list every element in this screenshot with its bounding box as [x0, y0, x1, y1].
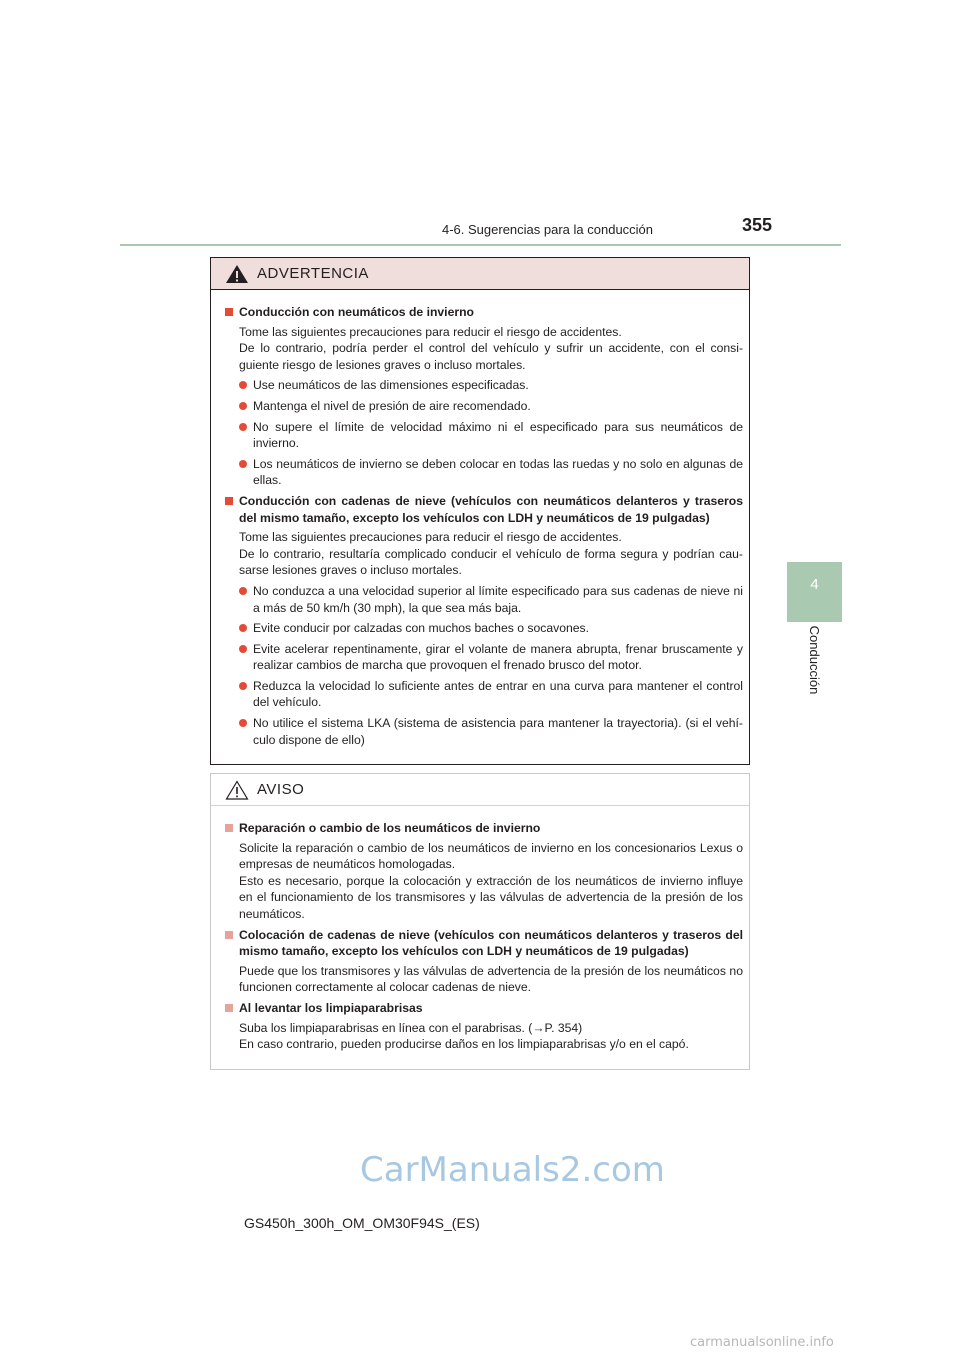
- bullet-item: Mantenga el nivel de presión de aire recomendado.: [223, 398, 743, 415]
- caution-triangle-icon: [225, 780, 249, 800]
- bullet-dot-icon: [239, 587, 247, 595]
- bullet-item: Los neumáticos de invierno se deben colocar en todas las ruedas y no solo en algunas de ellas.: [223, 456, 743, 489]
- bullet-item: Use neumáticos de las dimensiones especificadas.: [223, 377, 743, 394]
- warning-box: [210, 257, 750, 765]
- page-number: 355: [742, 215, 773, 235]
- bullet-dot-icon: [239, 423, 247, 431]
- bullet-item: No conduzca a una velocidad superior al límite especificado para sus cadenas de nieve ni a más de 50 km/h (30 mph), la que sea más baja.: [223, 583, 743, 616]
- bullet-dot-icon: [239, 460, 247, 468]
- bullet-item: No supere el límite de velocidad máximo ni el especificado para sus neumáticos de invierno.: [223, 419, 743, 452]
- chapter-title: Conducción: [807, 625, 822, 695]
- header-divider: [120, 244, 841, 246]
- bullet-dot-icon: [239, 682, 247, 690]
- section-heading: Al levantar los limpiaparabrisas: [223, 1000, 743, 1017]
- paragraph: Tome las siguientes precauciones para reducir el riesgo de accidentes. De lo contrario, resultaría complicado conducir el vehículo de forma segura y podrían cau-sarse lesiones graves o incluso mortales.: [239, 530, 743, 578]
- section-square-icon: [225, 308, 233, 316]
- bullet-item: Evite acelerar repentinamente, girar el volante de manera abrupta, frenar bruscamente y realizar cambios de marcha que provoquen el frenado brusco del motor.: [223, 641, 743, 674]
- chapter-number: 4: [810, 576, 819, 593]
- section-square-icon: [225, 1004, 233, 1012]
- bullet-item: Reduzca la velocidad lo suficiente antes de entrar en una curva para mantener el control del vehículo.: [223, 678, 743, 711]
- section-heading: Reparación o cambio de los neumáticos de invierno: [223, 820, 743, 837]
- section-square-icon: [225, 931, 233, 939]
- bullet-dot-icon: [239, 381, 247, 389]
- section-heading: Conducción con cadenas de nieve (vehículos con neumáticos delanteros y traseros del mismo tamaño, excepto los vehículos con LDH y neumáticos de 19 pulgadas): [223, 493, 743, 526]
- notice-box-body: [211, 806, 749, 1053]
- document-code: GS450h_300h_OM_OM30F94S_(ES): [244, 1215, 480, 1231]
- notice-box-title: AVISO: [257, 781, 305, 798]
- bullet-dot-icon: [239, 719, 247, 727]
- paragraph: Solicite la reparación o cambio de los neumáticos de invierno en los concesionarios Lexus o empresas de neumáticos homologadas. Esto es necesario, porque la colocación y extracción de los neumáticos de invierno influye en el funcionamiento de los transmisores y las válvulas de advertencia de la presión de los neumáticos.: [239, 840, 743, 921]
- notice-box: [210, 773, 750, 1070]
- watermark-carmanuals: CarManuals2.com: [360, 1150, 665, 1190]
- section-heading: Colocación de cadenas de nieve (vehículos con neumáticos delanteros y traseros del mismo tamaño, excepto los vehículos con LDH y neumáticos de 19 pulgadas): [223, 927, 743, 960]
- warning-box-header: [211, 258, 749, 290]
- bullet-dot-icon: [239, 645, 247, 653]
- bullet-item: No utilice el sistema LKA (sistema de asistencia para mantener la trayectoria). (si el vehí-culo dispone de ello): [223, 715, 743, 748]
- paragraph: Puede que los transmisores y las válvulas de advertencia de la presión de los neumáticos no funcionen correctamente al colocar cadenas de nieve.: [239, 963, 743, 995]
- bullet-dot-icon: [239, 402, 247, 410]
- warning-box-body: [211, 290, 749, 748]
- warning-box-title: ADVERTENCIA: [257, 265, 369, 282]
- bullet-dot-icon: [239, 624, 247, 632]
- section-square-icon: [225, 497, 233, 505]
- paragraph: Suba los limpiaparabrisas en línea con el parabrisas. (→P. 354) En caso contrario, pueden producirse daños en los limpiaparabrisas y/o en el capó.: [239, 1020, 689, 1052]
- section-title: 4-6. Sugerencias para la conducción: [442, 222, 654, 237]
- bullet-item: Evite conducir por calzadas con muchos baches o socavones.: [223, 620, 743, 637]
- section-heading: Conducción con neumáticos de invierno: [223, 304, 743, 321]
- section-square-icon: [225, 824, 233, 832]
- watermark-online: carmanualsonline.info: [690, 1335, 834, 1350]
- paragraph: Tome las siguientes precauciones para reducir el riesgo de accidentes. De lo contrario, podría perder el control del vehículo y sufrir un accidente, con el consi-guiente riesgo de lesiones graves o incluso mortales.: [239, 324, 743, 372]
- warning-triangle-icon: [225, 264, 249, 284]
- notice-box-header: [211, 774, 749, 806]
